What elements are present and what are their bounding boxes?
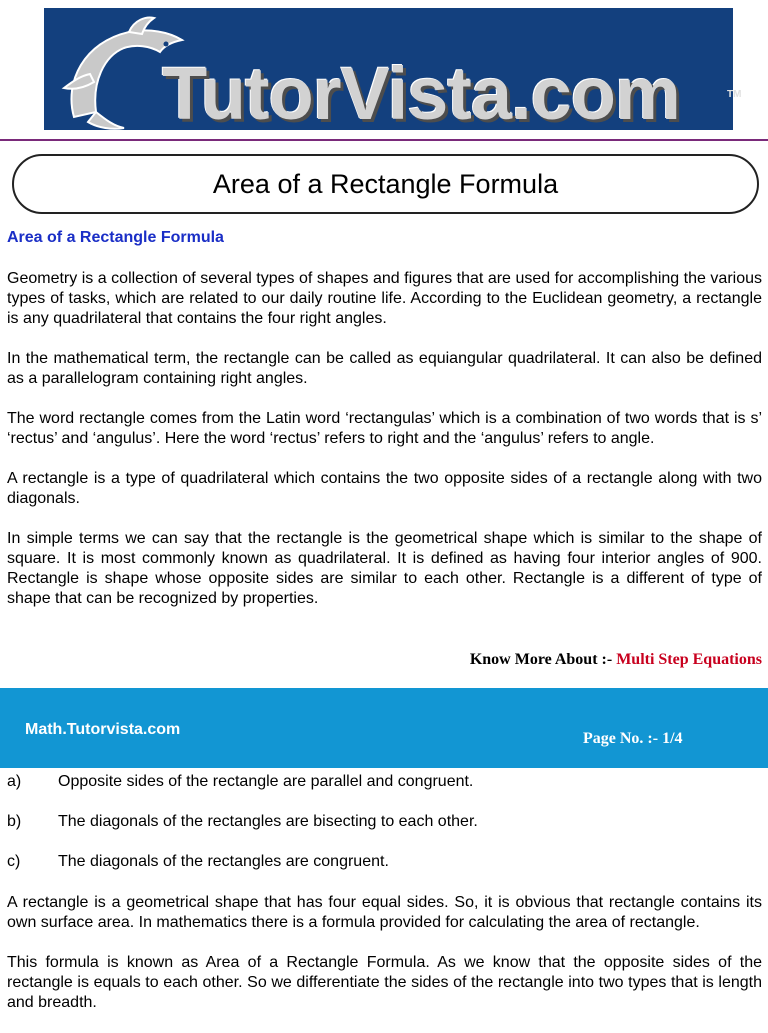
paragraph: In the mathematical term, the rectangle can be called as equiangular quadrilateral. It can also be defined as a parallelogram containing right angles. (7, 350, 762, 387)
tutorvista-banner (44, 8, 742, 135)
know-more-line (470, 651, 762, 669)
formula-text (7, 893, 762, 1033)
title-frame (12, 154, 759, 214)
paragraph: A rectangle is a type of quadrilateral which contains the two opposite sides of a rectangle along with two diagonals. (7, 470, 762, 507)
list-item (7, 772, 762, 792)
list-item (7, 852, 762, 872)
page-title: Area of a Rectangle Formula (212, 168, 559, 199)
paragraph: This formula is known as Area of a Rectangle Formula. As we know that the opposite sides of the rectangle is equals to each other. So we differentiate the sides of the rectangle into two types that is length and breadth. (7, 954, 762, 1011)
trademark-mark: TM (727, 89, 742, 100)
paragraph: In simple terms we can say that the rectangle is the geometrical shape which is similar to the shape of square. It is most commonly known as quadrilateral. It is defined as having four interior angles of 900. Rectangle is shape whose opposite sides are similar to each other. Rectangle is a different of type of shape that can be recognized by properties. (7, 530, 762, 607)
brand-logo-text: TutorVista.com (162, 52, 680, 135)
page-footer (0, 688, 768, 768)
list-item-text: The diagonals of the rectangles are congruent. (58, 853, 389, 870)
know-more-label: Know More About :- (469, 651, 613, 668)
list-marker: c) (7, 853, 21, 870)
list-marker: a) (7, 773, 22, 790)
header-divider (0, 139, 768, 141)
section-heading: Area of a Rectangle Formula (7, 229, 224, 246)
paragraph: Geometry is a collection of several types of shapes and figures that are used for accomplishing the various types of tasks, which are related to our daily routine life. According to the Euclidean geometry, a rectangle is any quadrilateral that contains the four right angles. (7, 270, 762, 327)
list-marker: b) (7, 813, 22, 830)
paragraph: The word rectangle comes from the Latin word ‘rectangulas’ which is a combination of two words that is s’ ‘rectus’ and ‘angulus’. Here the word ‘rectus’ refers to right and the ‘angulus’ refers to angle. (7, 410, 762, 447)
page-number: Page No. :- 1/4 (583, 730, 683, 747)
footer-site-name: Math.Tutorvista.com (25, 721, 181, 738)
property-list (7, 772, 762, 892)
list-item-text: Opposite sides of the rectangle are parallel and congruent. (58, 773, 474, 790)
multi-step-equations-link[interactable]: Multi Step Equations (616, 651, 762, 668)
paragraph: A rectangle is a geometrical shape that has four equal sides. So, it is obvious that rectangle contains its own surface area. In mathematics there is a formula provided for calculating the area of rectangle. (7, 894, 762, 931)
intro-text (7, 269, 762, 629)
list-item (7, 812, 762, 832)
list-item-text: The diagonals of the rectangles are bisecting to each other. (58, 813, 478, 830)
